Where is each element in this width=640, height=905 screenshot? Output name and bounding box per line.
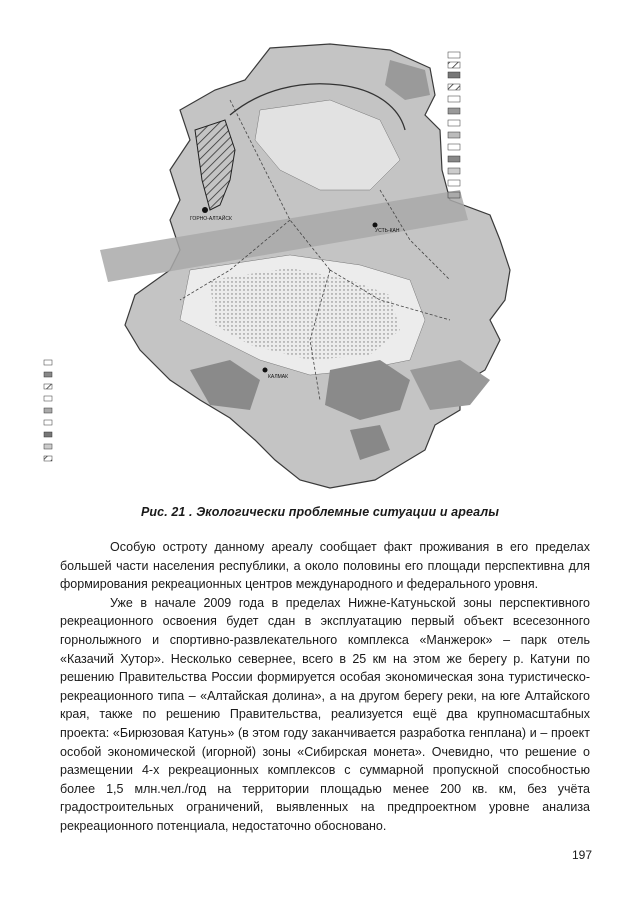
page-number: 197 xyxy=(571,848,592,862)
city-label: ГОРНО-АЛТАЙСК xyxy=(190,216,232,222)
legend-left xyxy=(44,360,52,461)
paragraph: Особую остроту данному ареалу сообщает факт проживания в его пределах большей части населения республики, а около половины его площади перспективна для формирования рекреационных центров международного и федерального уровня. xyxy=(60,540,590,592)
city-label: КАЛМАК xyxy=(268,374,289,380)
map-figure xyxy=(30,40,610,490)
figure-caption: Рис. 21 . Экологически проблемные ситуации и ареалы xyxy=(141,505,499,519)
legend-right xyxy=(448,52,460,198)
paragraph: Уже в начале 2009 года в пределах Нижне-Катуньской зоны перспективного рекреационного освоения будет сдан в эксплуатацию первый объект всесезонного горнолыжного и спортивно-развлекательного комплекса «Манжерок» – парк отель «Казачий Хутор». Несколько севернее, всего в 25 км на этом же берегу р. Катуни по решению Правительства России формируется особая экономическая зона туристическо-рекреационного типа – «Алтайская долина», а на другом берегу реки, на юге Алтайского края, также по решению Правительства, реализуется ещё два крупномасштабных проекта: «Бирюзовая Катунь» (в этом году заканчивается разработка генплана) и – проект особой экономической (игорной) зоны «Сибирская монета». Очевидно, что решение о размещении 4-х рекреационных комплексов с суммарной пропускной способностью более 1,5 млн.чел./год на территории площадью менее 200 кв. км, без учёта градостроительных ограничений, выявленных на предпроектном уровне анализа рекреационного потенциала, недостаточно обосновано. xyxy=(60,595,590,833)
city-label: УСТЬ-КАН xyxy=(375,228,400,234)
body-text xyxy=(60,538,590,836)
eco-problem-map xyxy=(30,40,610,490)
